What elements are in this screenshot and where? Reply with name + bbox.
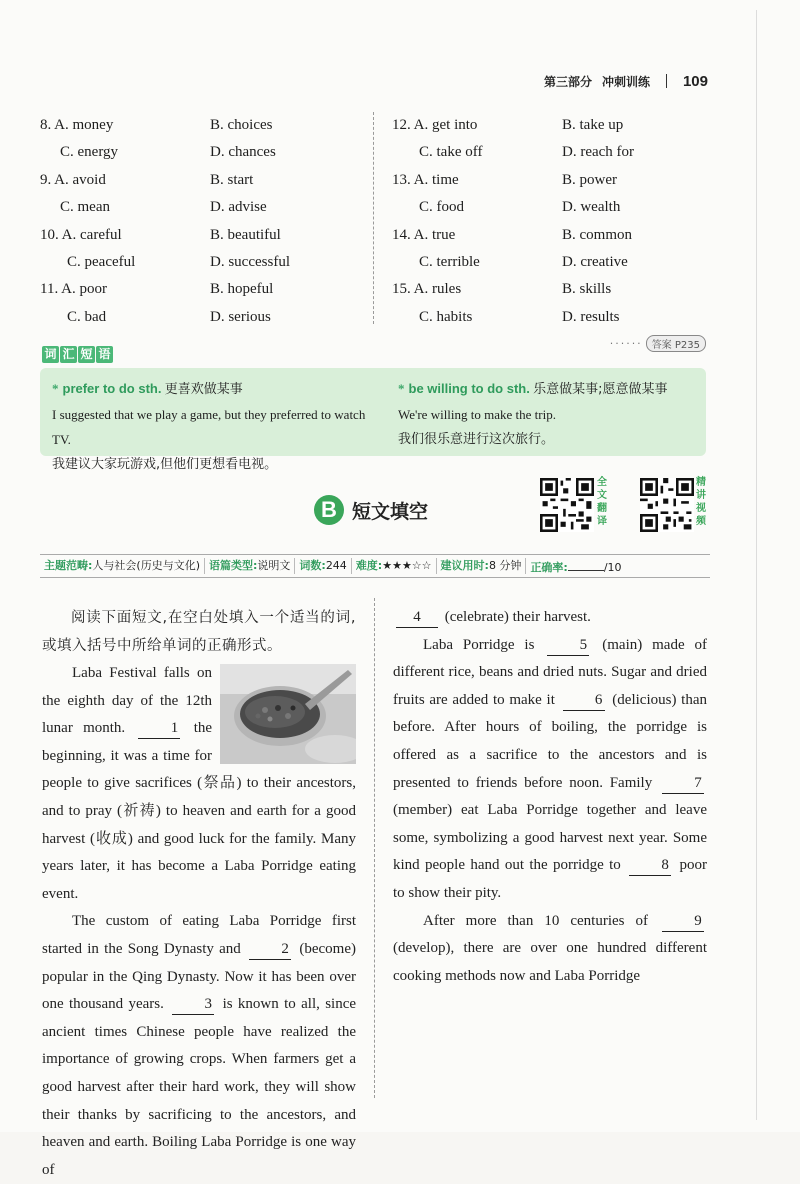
answer-page-badge [646, 335, 706, 352]
info-time [437, 558, 527, 574]
option-a: 11. A. poor [40, 281, 107, 298]
option-a: 15. A. rules [392, 281, 462, 298]
page-number: 109 [682, 72, 708, 90]
option-b: B. common [562, 226, 632, 243]
vocab-entry-willing [398, 376, 716, 452]
passage-right-column [393, 604, 707, 990]
page-edge [756, 10, 757, 1120]
answer-label: 答案 [651, 340, 672, 351]
option-b: B. choices [210, 117, 273, 133]
header-separator [666, 74, 667, 88]
info-key: 词数: [299, 559, 326, 572]
option-d: D. creative [562, 253, 628, 270]
paragraph-text: After more than 10 centuries of [423, 912, 648, 929]
vocab-entry-prefer [52, 376, 370, 477]
option-row [40, 194, 370, 221]
option-c: C. peaceful [67, 253, 136, 270]
section-heading [314, 495, 428, 525]
option-d: D. wealth [562, 199, 621, 216]
option-c: C. mean [60, 199, 110, 216]
paragraph-text: poor to show their pity. [393, 857, 707, 901]
blank-3[interactable]: 3 [172, 994, 214, 1015]
paragraph-4 [393, 908, 707, 991]
paragraph-3 [393, 632, 707, 908]
blank-4[interactable]: 4 [396, 607, 438, 628]
info-key: 建议用时: [440, 559, 489, 572]
option-c: C. terrible [419, 253, 480, 270]
paragraph-text: Laba Porridge is [423, 636, 535, 653]
option-c: C. energy [60, 144, 119, 161]
vocab-head [52, 376, 370, 402]
vocab-title-char: 词 [42, 346, 59, 363]
paragraph-2 [42, 908, 356, 1184]
paragraph-text: is known to all, since ancient times Chinese people have realized the importance of growing crops. When farmers get a good harvest after their hard work, they will show their thanks by sacrificing to the ancestors, and heaven and earth. Boiling Laba Porridge is one way of [42, 996, 357, 1178]
accuracy-blank[interactable] [568, 558, 604, 571]
paragraph-text: the beginning, it was a time for people to give sacrifices (祭品) to their ancestors, and to pray (祈祷) to heaven and earth for a good harvest (收成) and good luck for the family. Many years later, it has become a Laba Porridge eating event. [42, 720, 356, 902]
info-key: 正确率: [530, 561, 568, 574]
option-b: B. beautiful [210, 226, 281, 243]
vocab-title-char: 短 [78, 346, 95, 363]
option-row [40, 139, 370, 166]
option-c: C. habits [419, 308, 473, 325]
vocab-head [398, 376, 716, 402]
porridge-photo [220, 664, 356, 764]
translation-qr-icon[interactable] [540, 478, 594, 532]
info-key: 语篇类型: [209, 559, 258, 572]
option-row [392, 194, 722, 221]
info-key: 主题范畴: [44, 559, 93, 572]
star-icon: * [398, 381, 405, 396]
vocab-title [42, 346, 113, 363]
info-topic [40, 558, 205, 574]
option-b: B. start [210, 171, 254, 188]
difficulty-stars: ★★★☆☆ [382, 559, 432, 572]
info-words [295, 558, 351, 574]
option-c: C. food [419, 199, 464, 216]
info-difficulty [352, 558, 437, 574]
blank-2[interactable]: 2 [249, 939, 291, 960]
blank-7[interactable]: 7 [662, 773, 704, 794]
info-key: 难度: [355, 559, 383, 572]
info-value: 244 [325, 559, 347, 572]
paragraph-text: The custom of eating Laba Porridge first started in the Song Dynasty and [42, 913, 356, 957]
option-c: C. bad [67, 308, 107, 325]
info-value: 说明文 [257, 559, 291, 572]
vocab-meaning: 更喜欢做某事 [164, 382, 243, 397]
option-a: 10. A. careful [40, 226, 122, 243]
option-a: 13. A. time [392, 171, 459, 188]
section-title: 短文填空 [352, 500, 429, 523]
paragraph-text: (main) made of different rice, beans and dried nuts. Sugar and dried fruits are added to make it [393, 636, 708, 708]
running-head [544, 70, 708, 92]
paragraph-text: (member) eat Laba Porridge together and leave some, symbolizing a good harvest next year. Some kind people hand out the porridge to [393, 802, 707, 874]
info-value: /10 [603, 561, 622, 574]
exercise-info-bar [40, 554, 710, 578]
option-b: B. skills [562, 281, 612, 298]
section-letter-badge: B [314, 495, 344, 525]
paragraph-text: (delicious) than before. After hours of boiling, the porridge is offered as a sacrifice to the ancestors and is presented to friends before noon. Family [393, 691, 707, 791]
vocab-box [40, 368, 706, 472]
info-accuracy [526, 558, 625, 574]
answer-options [40, 112, 712, 328]
option-b: B. take up [562, 117, 624, 133]
info-type [205, 558, 295, 574]
option-row [392, 276, 722, 303]
video-qr-icon[interactable] [640, 478, 694, 532]
paragraph-1 [42, 660, 356, 908]
passage-left-column [42, 604, 356, 1184]
blank-5[interactable]: 5 [547, 635, 589, 656]
option-row [40, 167, 370, 194]
vocab-meaning: 乐意做某事;愿意做某事 [533, 382, 668, 397]
option-d: D. serious [210, 308, 271, 325]
options-column-left [40, 112, 370, 331]
section-label: 冲刺训练 [601, 74, 650, 89]
option-c: C. take off [419, 144, 483, 161]
answer-page: P235 [674, 340, 700, 351]
option-d: D. results [562, 308, 620, 325]
answer-reference [610, 335, 706, 352]
option-row [392, 167, 722, 194]
blank-6[interactable]: 6 [563, 690, 605, 711]
info-value: 8 分钟 [488, 559, 522, 572]
option-d: D. chances [210, 144, 276, 161]
star-icon: * [52, 381, 59, 396]
paragraph-text: (become) popular in the Qing Dynasty. Now it has been over one thousand years. [42, 940, 357, 1013]
info-value: 人与社会(历史与文化) [92, 559, 200, 572]
part-label: 第三部分 [543, 74, 592, 89]
blank-1[interactable]: 1 [138, 718, 180, 739]
vocab-example-cn: 我们很乐意进行这次旅行。 [398, 432, 555, 447]
paragraph-text: (celebrate) their harvest. [444, 609, 591, 625]
vocab-example-cn: 我建议大家玩游戏,但他们更想看电视。 [52, 457, 278, 472]
option-row [392, 222, 722, 249]
option-row [392, 304, 722, 331]
leader-dots: ······ [609, 337, 643, 350]
option-d: D. advise [210, 199, 267, 216]
option-row [40, 222, 370, 249]
qr-label-video: 精讲视频 [696, 477, 706, 527]
paragraph-text: (develop), there are over one hundred different cooking methods now and Laba Porridge [393, 940, 707, 984]
option-a: 12. A. get into [392, 117, 478, 133]
option-row [40, 112, 370, 139]
option-a: 14. A. true [392, 226, 456, 243]
blank-8[interactable]: 8 [629, 855, 671, 876]
instruction-text: 阅读下面短文,在空白处填入一个适当的词,或填入括号中所给单词的正确形式。 [42, 610, 356, 654]
vocab-phrase: be willing to do sth. [408, 381, 530, 396]
option-row [392, 139, 722, 166]
vocab-example-en: We're willing to make the trip. [398, 407, 556, 422]
qr-label-translation: 全文翻译 [597, 477, 607, 527]
option-b: B. hopeful [210, 281, 274, 298]
vocab-title-char: 语 [96, 346, 113, 363]
option-b: B. power [562, 171, 617, 188]
vocab-example-en: I suggested that we play a game, but they preferred to watch TV. [52, 407, 366, 447]
options-column-right [392, 112, 722, 331]
vocab-title-char: 汇 [60, 346, 77, 363]
option-d: D. reach for [562, 144, 635, 161]
options-divider [373, 112, 374, 324]
option-row [40, 276, 370, 303]
option-row [392, 249, 722, 276]
option-d: D. successful [210, 253, 290, 270]
option-row [392, 112, 722, 139]
option-a: 9. A. avoid [40, 171, 106, 188]
paragraph-text: Laba Festival falls on the eighth day of the 12th lunar month. [42, 665, 212, 737]
paragraph-2-cont [393, 604, 707, 632]
blank-9[interactable]: 9 [662, 911, 704, 932]
option-row [40, 249, 370, 276]
column-divider [374, 598, 375, 1098]
vocab-phrase: prefer to do sth. [62, 381, 162, 396]
option-row [40, 304, 370, 331]
option-a: 8. A. money [40, 117, 114, 133]
